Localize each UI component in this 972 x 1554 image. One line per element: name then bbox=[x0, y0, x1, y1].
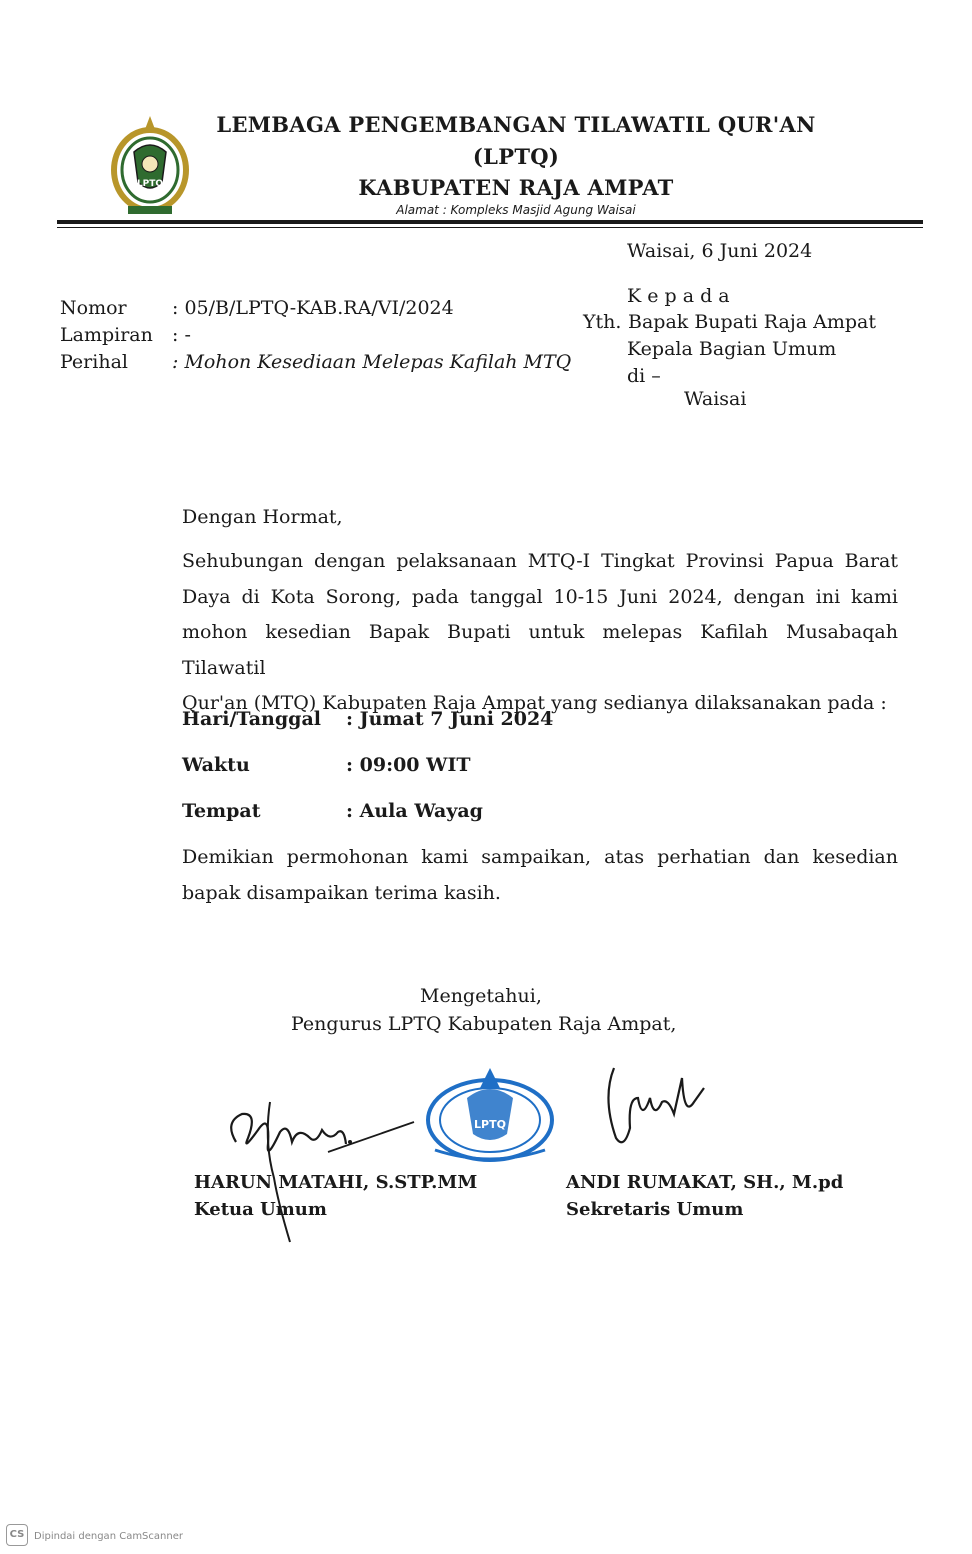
lampiran-value: : - bbox=[172, 324, 191, 346]
closing-line2: Pengurus LPTQ Kabupaten Raja Ampat, bbox=[291, 1013, 677, 1035]
nomor-value: : 05/B/LPTQ-KAB.RA/VI/2024 bbox=[172, 297, 454, 319]
svg-text:LPTQ: LPTQ bbox=[136, 179, 164, 189]
recipient-line4: Waisai bbox=[684, 388, 747, 410]
perihal-value: : Mohon Kesediaan Melepas Kafilah MTQ bbox=[172, 351, 572, 373]
salutation: Dengan Hormat, bbox=[182, 506, 343, 528]
left-signature bbox=[218, 1082, 428, 1252]
body-p2-line1: Demikian permohonan kami sampaikan, atas perhatian dan kesedian bbox=[182, 846, 898, 868]
body-p1-line2: Daya di Kota Sorong, pada tanggal 10-15 Juni 2024, dengan ini kami bbox=[182, 585, 898, 608]
body-p2-line2: bapak disampaikan terima kasih. bbox=[182, 881, 501, 904]
nomor-label: Nomor bbox=[60, 297, 127, 319]
perihal-label: Perihal bbox=[60, 351, 128, 373]
body-p1-line4: Qur'an (MTQ) Kabupaten Raja Ampat yang sedianya dilaksanakan pada : bbox=[182, 692, 887, 714]
right-signatory-name: ANDI RUMAKAT, SH., M.pd bbox=[566, 1172, 844, 1193]
recipient-line1: Bapak Bupati Raja Ampat bbox=[628, 311, 876, 333]
camscanner-text: Dipindai dengan CamScanner bbox=[34, 1531, 183, 1542]
left-signatory-name: HARUN MATAHI, S.STP.MM bbox=[194, 1172, 478, 1193]
kepada-label: K e p a d a bbox=[627, 285, 730, 307]
detail-label-tempat: Tempat bbox=[182, 800, 261, 822]
right-signatory-title: Sekretaris Umum bbox=[566, 1199, 744, 1220]
closing-line1: Mengetahui, bbox=[420, 985, 542, 1007]
body-p1-line3: mohon kesedian Bapak Bupati untuk melepas Kafilah Musabaqah Tilawatil bbox=[182, 621, 898, 679]
svg-text:LPTQ: LPTQ bbox=[474, 1118, 506, 1131]
right-signature bbox=[598, 1058, 710, 1158]
left-signatory-title: Ketua Umum bbox=[194, 1199, 327, 1220]
org-region: KABUPATEN RAJA AMPAT bbox=[358, 175, 674, 200]
camscanner-badge: CS bbox=[6, 1524, 28, 1546]
detail-value-hari: : Jumat 7 Juni 2024 bbox=[346, 708, 554, 730]
recipient-line2: Kepala Bagian Umum bbox=[627, 338, 837, 360]
yth-label: Yth. bbox=[583, 311, 622, 333]
detail-label-hari: Hari/Tanggal bbox=[182, 708, 321, 730]
org-acronym: (LPTQ) bbox=[472, 144, 560, 169]
detail-value-waktu: : 09:00 WIT bbox=[346, 754, 471, 776]
body-paragraph-2 bbox=[182, 840, 898, 911]
org-address: Alamat : Kompleks Masjid Agung Waisai bbox=[396, 203, 636, 217]
letter-date: Waisai, 6 Juni 2024 bbox=[627, 240, 813, 262]
lptq-stamp bbox=[415, 1058, 565, 1168]
letterhead-rule-thin bbox=[57, 227, 923, 228]
lampiran-label: Lampiran bbox=[60, 324, 153, 346]
body-paragraph-1 bbox=[182, 544, 898, 722]
detail-value-tempat: : Aula Wayag bbox=[346, 800, 483, 822]
org-name: LEMBAGA PENGEMBANGAN TILAWATIL QUR'AN bbox=[216, 112, 816, 137]
detail-label-waktu: Waktu bbox=[182, 754, 250, 776]
body-p1-line1: Sehubungan dengan pelaksanaan MTQ-I Tingkat Provinsi Papua Barat bbox=[182, 550, 898, 572]
recipient-line3: di – bbox=[627, 365, 661, 387]
letterhead-rule-thick bbox=[57, 220, 923, 224]
